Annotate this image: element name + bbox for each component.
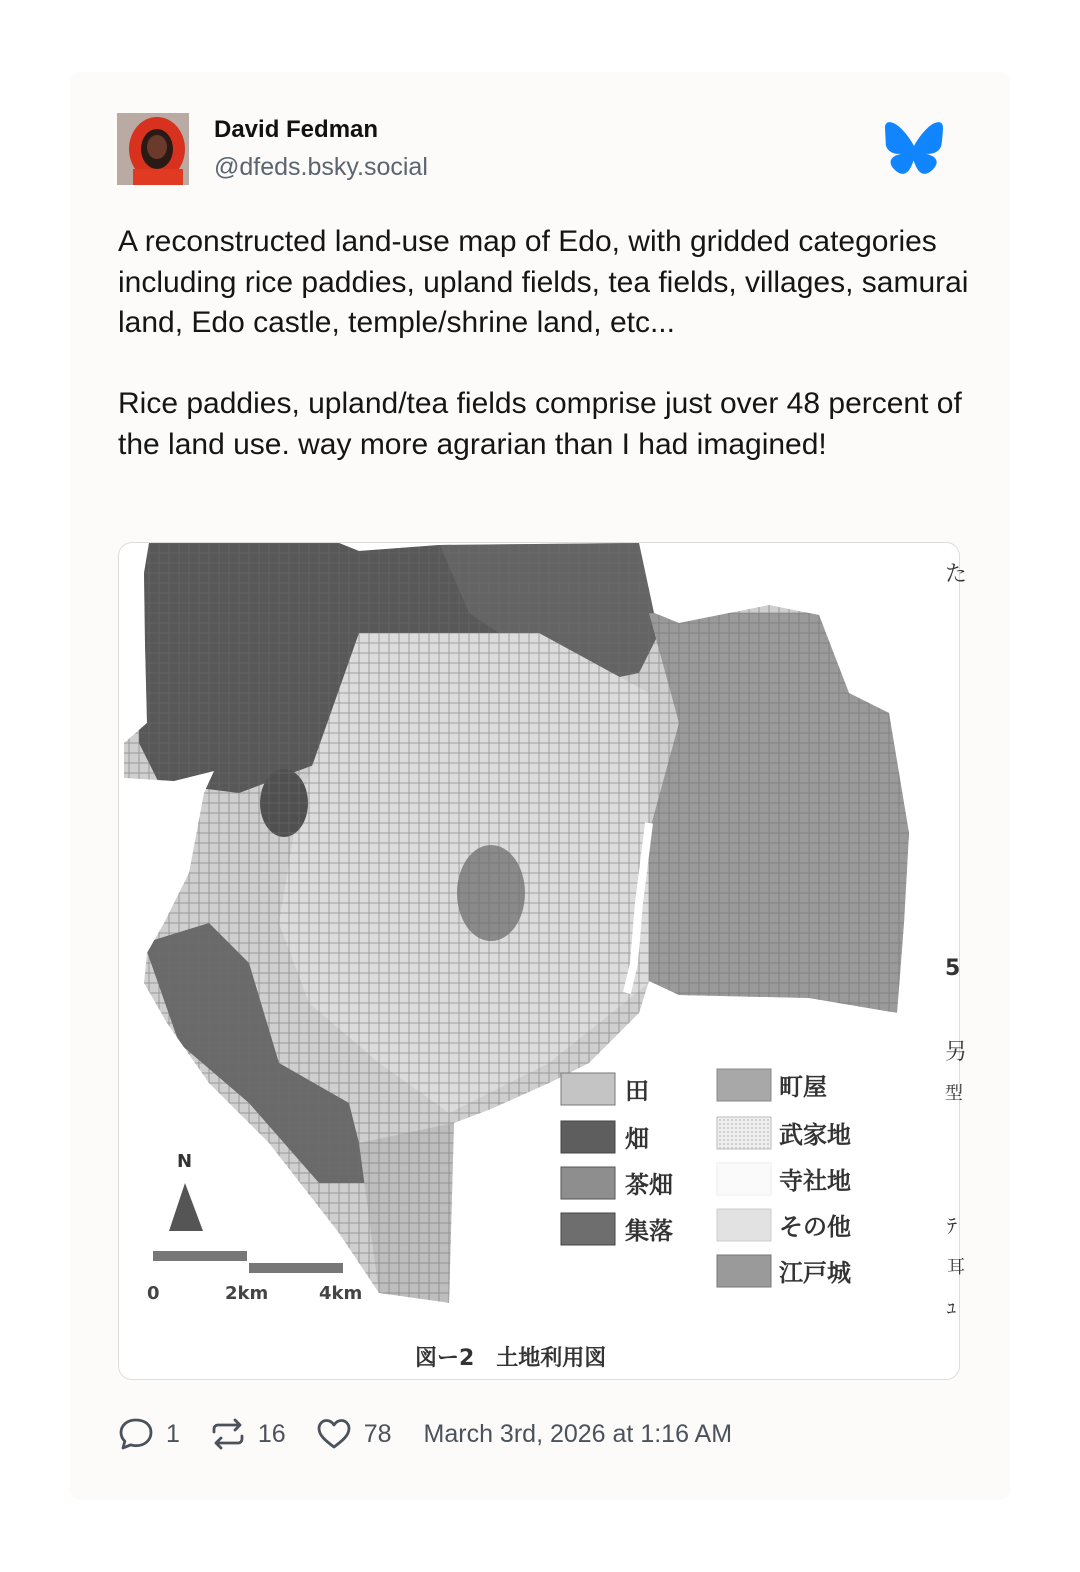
legend-label: 町屋 [779,1073,827,1101]
legend-label: 集落 [625,1217,673,1245]
legend-label: 茶畑 [625,1171,673,1199]
post-image[interactable] [118,542,968,1380]
reply-button[interactable] [118,1417,180,1451]
legend-label: 畑 [625,1125,649,1153]
legend-label: 武家地 [779,1121,851,1149]
butterfly-icon[interactable] [885,122,943,174]
land-use-map [119,543,968,1379]
scale-label: 4km [319,1283,363,1304]
author-handle[interactable]: @dfeds.bsky.social [214,153,428,181]
heart-icon [316,1417,352,1451]
margin-glyph: 型 [945,1083,963,1104]
scale-bar [153,1251,247,1261]
post-paragraph: A reconstructed land-use map of Edo, with gridded categories including rice paddies, upland fields, tea fields, villages, samurai land, Edo castle, temple/shrine land, etc... [118,225,969,339]
legend-label: 寺社地 [779,1167,851,1195]
scale-label: 2km [225,1283,269,1304]
margin-glyph: 5 [945,956,961,981]
margin-glyph: ﾃ [947,1214,957,1238]
legend-left [561,1073,673,1245]
author-name[interactable]: David Fedman [214,116,379,143]
repost-count: 16 [257,1419,286,1448]
like-button[interactable] [316,1417,392,1451]
repost-button[interactable] [210,1417,286,1451]
scale-label: 0 [147,1283,160,1304]
like-count: 78 [363,1419,392,1448]
north-arrow-icon [169,1183,203,1231]
speech-bubble-icon [118,1417,154,1451]
legend-right [717,1069,851,1287]
post-timestamp[interactable]: March 3rd, 2026 at 1:16 AM [423,1419,733,1448]
scale-bar [249,1263,343,1273]
post-text [118,222,978,465]
avatar[interactable] [117,113,189,185]
post-footer [118,1414,732,1454]
margin-glyph: ﾕ [947,1299,956,1320]
north-label: N [177,1151,193,1172]
margin-glyph: 耳 [947,1257,965,1278]
post-paragraph: Rice paddies, upland/tea fields comprise just over 48 percent of the land use. way more agrarian than I had imagined! [118,387,962,461]
legend-label: 江戸城 [779,1259,851,1287]
legend-label: その他 [779,1213,851,1241]
margin-glyph: 另 [945,1040,968,1065]
legend-label: 田 [625,1077,649,1105]
margin-glyph: た [945,562,968,587]
reply-count: 1 [166,1419,180,1448]
figure-caption: 図ー2 土地利用図 [415,1346,607,1371]
avatar-image [117,113,189,185]
repost-arrows-icon [210,1417,246,1451]
